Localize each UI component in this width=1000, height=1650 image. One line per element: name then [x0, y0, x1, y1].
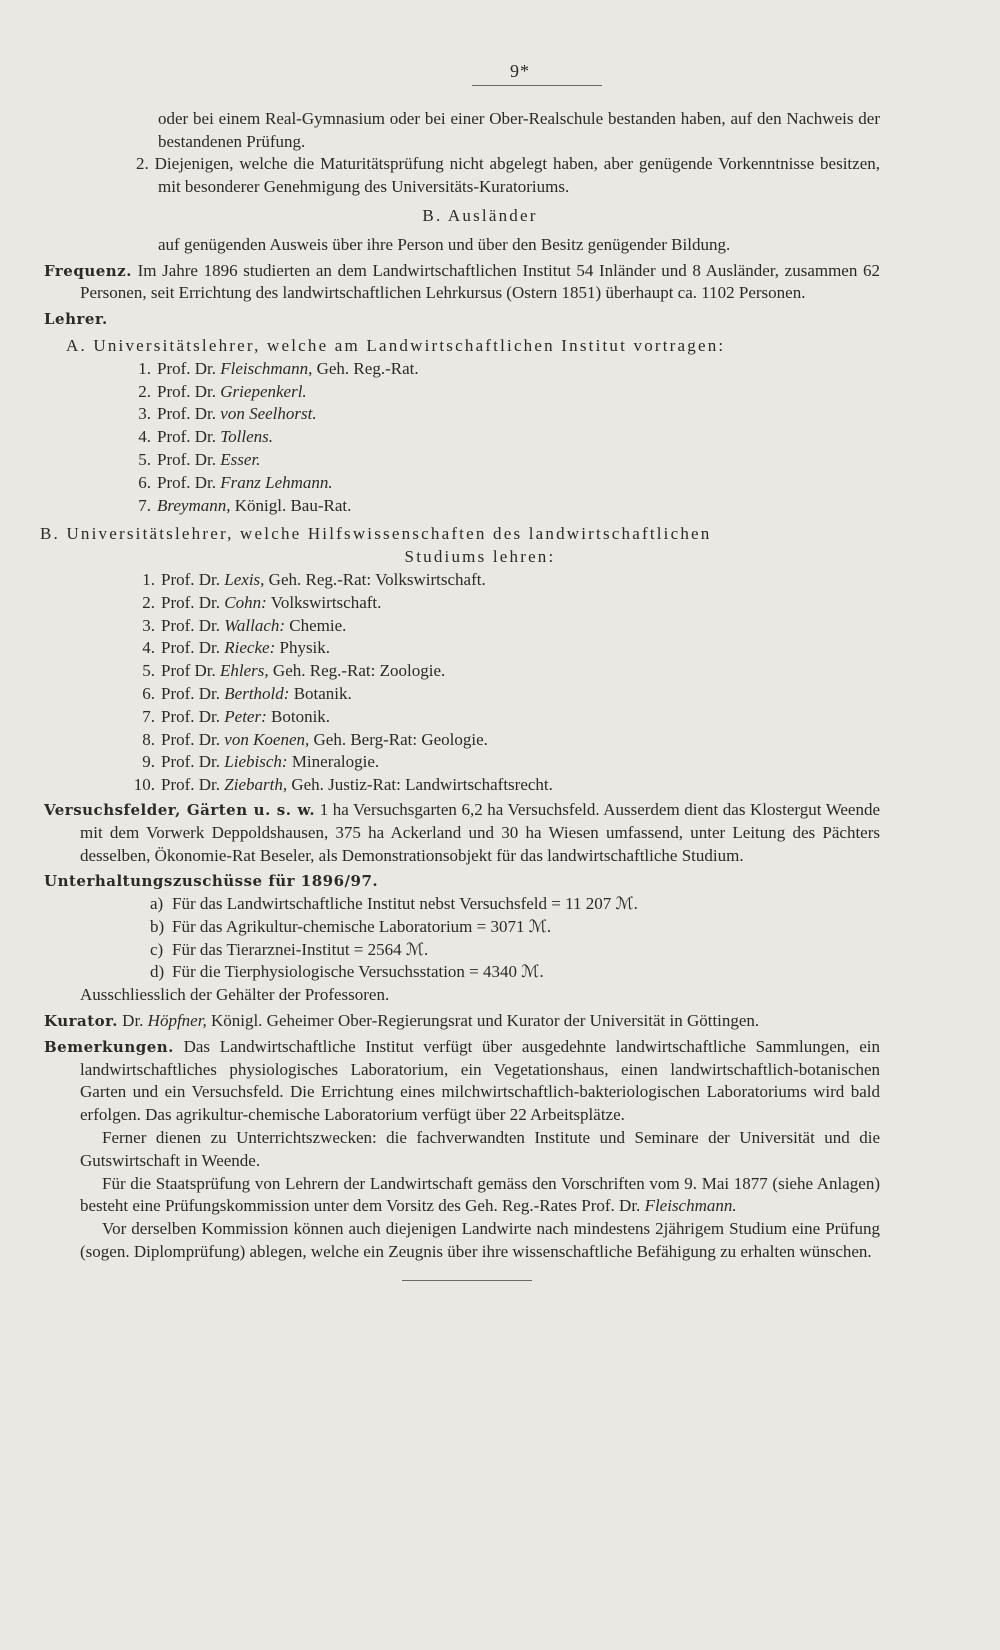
list-item-body: [157, 472, 333, 495]
list-item-name: von Seelhorst.: [220, 404, 317, 424]
list-item-name: Franz Lehmann.: [220, 472, 333, 492]
list-item-name: Fleischmann,: [220, 358, 313, 378]
list-item-title: Prof. Dr.: [161, 752, 221, 772]
bemerkungen-p3-text: Für die Staatsprüfung von Lehrern der Landwirtschaft gemäss den Vorschriften vom 9. Mai 1877 (siehe Anlagen) besteht eine Prüfungskommission unter dem Vorsitz des Geh. Reg.-Rates Prof. Dr.: [80, 1173, 880, 1216]
page-content: [40, 60, 881, 1281]
list-item-title: Prof. Dr.: [161, 729, 221, 749]
subsidy-item-text: Für die Tierphysiologische Versuchsstation = 4340 ℳ.: [172, 962, 544, 982]
list-item-number: 4.: [142, 638, 155, 658]
subsidy-item-label: d): [150, 962, 165, 982]
list-item-name: Esser.: [220, 449, 261, 469]
list-item-number: 9.: [142, 752, 155, 772]
subsidy-item-label: c): [150, 939, 164, 959]
list-item-detail: Chemie.: [289, 615, 347, 635]
teacher-list-item: [123, 706, 880, 729]
list-item-body: [157, 426, 273, 449]
zuschuesse-label: Unterhaltungszuschüsse für 1896/97.: [44, 872, 379, 891]
list-item-title: Prof. Dr.: [161, 638, 221, 658]
versuchsfelder-text: 1 ha Versuchsgarten 6,2 ha Versuchsfeld. Ausserdem dient das Klostergut Weende mit dem Vorwerk Deppoldshausen, 375 ha Ackerland und 30 ha Wiesen umfassend, unter Leitung des Pächters desselben, Ökonomie-Rat Beseler, als Demonstrationsobjekt für das landwirtschaftliche Studium.: [80, 799, 881, 865]
list-item-title: Prof. Dr.: [157, 427, 217, 447]
list-item-detail: Mineralogie.: [291, 752, 380, 772]
lehrer-label-line: [44, 308, 880, 331]
kurator-name: Höpfner,: [147, 1011, 207, 1031]
list-item-name: Breymann,: [157, 495, 231, 515]
bemerkungen-label: Bemerkungen.: [44, 1037, 174, 1056]
teacher-list-item: [123, 683, 880, 706]
lehrer-a-list: [80, 358, 880, 518]
zuschuesse-note: Ausschliesslich der Gehälter der Professoren.: [80, 985, 390, 1005]
bottom-rule: [402, 1280, 532, 1281]
list-item-body: [157, 403, 317, 426]
bemerkungen-p4: Vor derselben Kommission können auch diejenigen Landwirte nach mindestens 2jährigem Studium eine Prüfung (sogen. Diplomprüfung) ablegen, welche ein Zeugnis über ihre wissenschaftliche Befähigung zu erhalten wünschen.: [80, 1219, 880, 1262]
top-rule: [472, 85, 602, 86]
list-item-title: Prof. Dr.: [157, 472, 217, 492]
teacher-list-item: [123, 449, 880, 472]
teacher-list-item: [123, 615, 880, 638]
list-item-title: Prof. Dr.: [157, 358, 217, 378]
subsidy-item-text: Für das Tierarznei-Institut = 2564 ℳ.: [172, 939, 429, 959]
list-item-name: Berthold:: [224, 683, 290, 703]
list-item-name: von Koenen,: [224, 729, 310, 749]
kurator-paragraph: [44, 1010, 880, 1033]
list-item-body: [157, 358, 419, 381]
list-item-title: Prof. Dr.: [161, 615, 221, 635]
teacher-list-item: [123, 426, 880, 449]
list-item-name: Cohn:: [224, 592, 267, 612]
teacher-list-item: [123, 569, 880, 592]
teacher-list-item: [123, 774, 880, 797]
list-item-detail: Geh. Reg.-Rat.: [316, 358, 419, 378]
intro-item-2-number: 2.: [136, 154, 149, 174]
list-item-body: [161, 615, 346, 638]
list-item-body: [161, 660, 445, 683]
list-item-title: Prof. Dr.: [161, 706, 221, 726]
list-item-number: 1.: [142, 569, 155, 589]
list-item-body: [157, 381, 307, 404]
bemerkungen-p3-name: Fleischmann.: [644, 1196, 737, 1216]
teacher-list-item: [123, 637, 880, 660]
list-item-body: [161, 774, 553, 797]
list-item-body: [161, 592, 381, 615]
list-item-title: Prof. Dr.: [161, 683, 221, 703]
teacher-list-item: [123, 592, 880, 615]
bemerkungen-p2: Ferner dienen zu Unterrichtszwecken: die fachverwandten Institute und Seminare der Universität und die Gutswirtschaft in Weende.: [80, 1128, 880, 1170]
intro-item-2-text: Diejenigen, welche die Maturitätsprüfung nicht abgelegt haben, aber genügende Vorkenntnisse besitzen, mit besonderer Genehmigung des Universitäts-Kuratoriums.: [154, 154, 881, 197]
lehrer-b-list: [80, 569, 880, 797]
lehrer-label: Lehrer.: [44, 310, 108, 329]
list-item-detail: Botanik.: [293, 683, 352, 703]
list-item-number: 1.: [138, 358, 151, 378]
lehrer-b-heading-line2: Studiums lehren:: [404, 547, 556, 567]
subsidy-item: [150, 961, 880, 984]
list-item-body: [161, 637, 330, 660]
versuchsfelder-paragraph: [44, 799, 880, 867]
list-item-detail: Geh. Reg.-Rat: Zoologie.: [272, 661, 446, 681]
list-item-detail: Physik.: [279, 638, 331, 658]
list-item-number: 4.: [138, 427, 151, 447]
list-item-name: Lexis,: [224, 569, 265, 589]
teacher-list-item: [123, 751, 880, 774]
subsidy-item: [150, 916, 880, 939]
list-item-name: Ehlers,: [220, 661, 269, 681]
list-item-detail: Volkswirtschaft.: [270, 592, 382, 612]
list-item-name: Tollens.: [220, 427, 274, 447]
auslaender-text: auf genügenden Ausweis über ihre Person und über den Besitz genügender Bildung.: [158, 234, 731, 254]
bemerkungen-p1: Das Landwirtschaftliche Institut verfügt über ausgedehnte landwirtschaftliche Sammlungen, ein landwirtschaftliches physiologisches Laboratorium, ein Vegetationshaus, einen landwirtschaftlich-botanischen Garten und ein Versuchsfeld. Die Errichtung eines milchwirtschaftlich-bakteriologischen Laboratoriums wird bald erfolgen. Das agrikultur-chemische Laboratorium verfügt über 22 Arbeitsplätze.: [80, 1036, 881, 1125]
list-item-number: 3.: [138, 404, 151, 424]
kurator-prefix: Dr.: [122, 1011, 144, 1031]
teacher-list-item: [123, 403, 880, 426]
list-item-detail: Geh. Berg-Rat: Geologie.: [313, 729, 488, 749]
list-item-body: [157, 495, 351, 518]
list-item-detail: Königl. Bau-Rat.: [234, 495, 352, 515]
subsidy-item: [150, 939, 880, 962]
list-item-body: [161, 569, 486, 592]
teacher-list-item: [123, 381, 880, 404]
intro-continuation: oder bei einem Real-Gymnasium oder bei einer Ober-Realschule bestanden haben, auf den Nachweis der bestandenen Prüfung.: [158, 108, 880, 151]
list-item-name: Riecke:: [224, 638, 276, 658]
subsidy-item-label: a): [150, 894, 164, 914]
auslaender-heading: B. Ausländer: [422, 205, 538, 225]
zuschuesse-label-line: [44, 870, 880, 893]
frequenz-text: Im Jahre 1896 studierten an dem Landwirtschaftlichen Institut 54 Inländer und 8 Ausländer, zusammen 62 Personen, seit Errichtung des landwirtschaftlichen Lehrkursus (Ostern 1851) überhaupt ca. 1102 Personen.: [80, 260, 880, 303]
list-item-body: [161, 706, 330, 729]
zuschuesse-list: [80, 893, 880, 984]
list-item-name: Wallach:: [224, 615, 286, 635]
list-item-number: 6.: [138, 472, 151, 492]
list-item-body: [161, 751, 379, 774]
bemerkungen-p3: [80, 1173, 880, 1219]
list-item-number: 8.: [142, 729, 155, 749]
versuchsfelder-label: Versuchsfelder, Gärten u. s. w.: [44, 800, 316, 819]
teacher-list-item: [123, 660, 880, 683]
list-item-number: 2.: [138, 381, 151, 401]
subsidy-item-text: Für das Agrikultur-chemische Laboratorium = 3071 ℳ.: [172, 916, 552, 936]
kurator-label: Kurator.: [44, 1012, 118, 1031]
teacher-list-item: [123, 358, 880, 381]
bemerkungen-paragraph: [44, 1036, 880, 1127]
teacher-list-item: [123, 495, 880, 518]
kurator-text: Königl. Geheimer Ober-Regierungsrat und Kurator der Universität in Göttingen.: [210, 1011, 760, 1031]
frequenz-label: Frequenz.: [44, 261, 132, 280]
list-item-body: [161, 729, 488, 752]
intro-item-2: [80, 153, 880, 199]
frequenz-paragraph: [44, 260, 880, 306]
list-item-name: Griepenkerl.: [220, 381, 307, 401]
list-item-number: 7.: [142, 706, 155, 726]
list-item-number: 3.: [142, 615, 155, 635]
list-item-title: Prof Dr.: [161, 661, 216, 681]
list-item-body: [157, 449, 260, 472]
list-item-detail: Geh. Reg.-Rat: Volkswirtschaft.: [268, 569, 486, 589]
list-item-title: Prof. Dr.: [157, 381, 217, 401]
subsidy-item-label: b): [150, 916, 165, 936]
list-item-number: 10.: [133, 775, 155, 795]
list-item-number: 2.: [142, 592, 155, 612]
list-item-number: 5.: [138, 449, 151, 469]
list-item-number: 7.: [138, 495, 151, 515]
teacher-list-item: [123, 729, 880, 752]
list-item-number: 6.: [142, 683, 155, 703]
list-item-title: Prof. Dr.: [161, 775, 221, 795]
teacher-list-item: [123, 472, 880, 495]
list-item-detail: Botonik.: [271, 706, 331, 726]
list-item-title: Prof. Dr.: [157, 404, 217, 424]
list-item-name: Peter:: [224, 706, 267, 726]
list-item-title: Prof. Dr.: [161, 569, 221, 589]
list-item-name: Liebisch:: [224, 752, 288, 772]
subsidy-item: [150, 893, 880, 916]
list-item-title: Prof. Dr.: [157, 449, 217, 469]
list-item-detail: Geh. Justiz-Rat: Landwirtschaftsrecht.: [291, 775, 553, 795]
list-item-name: Ziebarth,: [224, 775, 288, 795]
list-item-number: 5.: [142, 661, 155, 681]
subsidy-item-text: Für das Landwirtschaftliche Institut nebst Versuchsfeld = 11 207 ℳ.: [172, 894, 638, 914]
page-number: 9*: [510, 61, 530, 81]
lehrer-a-heading: A. Universitätslehrer, welche am Landwirtschaftlichen Institut vortragen:: [66, 335, 726, 355]
lehrer-b-heading-line1: B. Universitätslehrer, welche Hilfswissenschaften des landwirtschaftlichen: [40, 524, 712, 544]
list-item-body: [161, 683, 352, 706]
list-item-title: Prof. Dr.: [161, 592, 221, 612]
